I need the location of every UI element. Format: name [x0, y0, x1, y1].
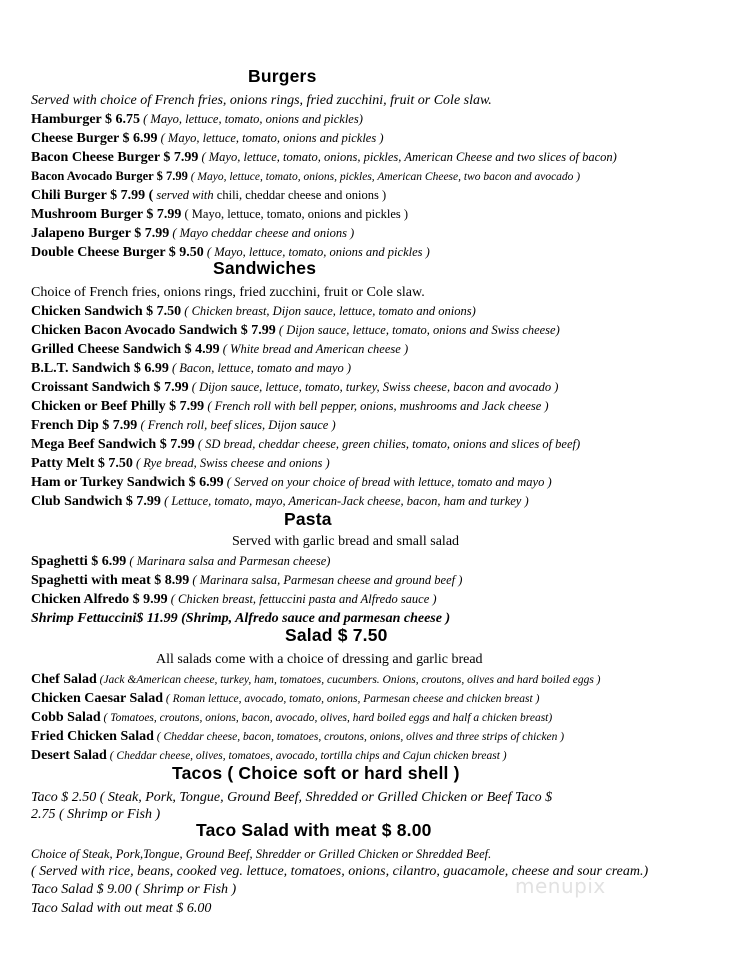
menu-item [31, 671, 601, 689]
menu-item [31, 591, 437, 608]
item-desc-italic: served with [153, 188, 214, 202]
item-name: Desert Salad [31, 748, 107, 763]
taco-salad-line-2: ( Served with rice, beans, cooked veg. lettuce, tomatoes, onions, cilantro, guacamole, cheese and sour cream.) [31, 864, 649, 879]
item-name: B.L.T. Sandwich $ 6.99 [31, 361, 169, 376]
menu-item [31, 130, 384, 147]
sandwiches-intro: Choice of French fries, onions rings, fried zucchini, fruit or Cole slaw. [31, 285, 425, 300]
menu-item [31, 168, 580, 186]
item-desc: ( French roll with bell pepper, onions, mushrooms and Jack cheese ) [204, 399, 549, 413]
tacos-line-2: 2.75 ( Shrimp or Fish ) [31, 807, 161, 822]
item-name: Ham or Turkey Sandwich $ 6.99 [31, 475, 224, 490]
item-desc: ( Served on your choice of bread with lettuce, tomato and mayo ) [223, 475, 552, 489]
item-desc: ( Dijon sauce, lettuce, tomato, onions and Swiss cheese) [275, 323, 560, 337]
salad-intro: All salads come with a choice of dressing and garlic bread [156, 652, 483, 667]
item-desc: (Jack &American cheese, turkey, ham, tomatoes, cucumbers. Onions, croutons, olives and hard boiled eggs ) [96, 674, 601, 686]
menu-item [31, 187, 386, 204]
menu-item [31, 322, 560, 339]
item-name: Mushroom Burger $ 7.99 [31, 207, 182, 222]
burgers-intro: Served with choice of French fries, onions rings, fried zucchini, fruit or Cole slaw. [31, 93, 492, 108]
item-name: Double Cheese Burger $ 9.50 [31, 245, 204, 260]
menu-item [31, 149, 617, 166]
item-desc: ( Marinara salsa, Parmesan cheese and ground beef ) [189, 573, 463, 587]
menu-item [31, 455, 330, 472]
item-desc: chili, cheddar cheese and onions ) [213, 188, 387, 202]
menu-item [31, 360, 351, 377]
item-name: Chicken Caesar Salad [31, 691, 163, 706]
menu-item [31, 379, 558, 396]
item-name: Spaghetti $ 6.99 [31, 554, 127, 569]
item-name: Club Sandwich $ 7.99 [31, 494, 161, 509]
menu-item [31, 398, 549, 415]
item-desc: ( French roll, beef slices, Dijon sauce ) [137, 418, 336, 432]
item-desc: ( Mayo cheddar cheese and onions ) [169, 226, 355, 240]
item-desc: ( Cheddar cheese, bacon, tomatoes, croutons, onions, olives and three strips of chicken ) [153, 731, 565, 743]
menu-item [31, 690, 539, 708]
menu-item [31, 493, 529, 510]
item-desc: ( Rye bread, Swiss cheese and onions ) [132, 456, 330, 470]
item-desc: ( Lettuce, tomato, mayo, American-Jack cheese, bacon, ham and turkey ) [160, 494, 529, 508]
item-name: Jalapeno Burger $ 7.99 [31, 226, 170, 241]
item-name: Hamburger $ 6.75 [31, 112, 141, 127]
tacos-line-1: Taco $ 2.50 ( Steak, Pork, Tongue, Ground Beef, Shredded or Grilled Chicken or Beef Taco $ [31, 790, 553, 805]
sandwiches-heading: Sandwiches [213, 258, 317, 278]
item-name: Bacon Cheese Burger $ 7.99 [31, 150, 199, 165]
item-desc: ( SD bread, cheddar cheese, green chilies, tomato, onions and slices of beef) [194, 437, 581, 451]
item-name: Cheese Burger $ 6.99 [31, 131, 158, 146]
item-name: Spaghetti with meat $ 8.99 [31, 573, 190, 588]
item-desc: ( Mayo, lettuce, tomato, onions and pickles) [140, 112, 363, 126]
pasta-intro: Served with garlic bread and small salad [232, 534, 460, 549]
item-name: Chicken Bacon Avocado Sandwich $ 7.99 [31, 323, 276, 338]
item-name: Bacon Avocado Burger $ 7.99 [31, 169, 188, 183]
item-name: Chicken or Beef Philly $ 7.99 [31, 399, 205, 414]
tacos-heading: Tacos ( Choice soft or hard shell ) [172, 763, 460, 783]
item-desc: ( Dijon sauce, lettuce, tomato, turkey, Swiss cheese, bacon and avocado ) [188, 380, 559, 394]
taco-salad-line-3: Taco Salad $ 9.00 ( Shrimp or Fish ) [31, 882, 237, 897]
menu-item [31, 553, 330, 570]
item-name: Fried Chicken Salad [31, 729, 154, 744]
item-desc: ( White bread and American cheese ) [219, 342, 409, 356]
menu-item [31, 111, 363, 128]
item-name: Mega Beef Sandwich $ 7.99 [31, 437, 195, 452]
menu-item [31, 572, 462, 589]
item-desc: ( Bacon, lettuce, tomato and mayo ) [168, 361, 352, 375]
taco-salad-heading: Taco Salad with meat $ 8.00 [196, 820, 432, 840]
menu-item [31, 417, 336, 434]
burgers-heading: Burgers [248, 66, 317, 86]
item-desc: ( Chicken breast, Dijon sauce, lettuce, tomato and onions) [181, 304, 476, 318]
item-desc: ( Mayo, lettuce, tomato, onions, pickles, American Cheese and two slices of bacon) [198, 150, 617, 164]
item-desc: ( Mayo, lettuce, tomato, onions and pickles ) [181, 207, 409, 221]
menu-item [31, 436, 580, 453]
item-name: Chicken Sandwich $ 7.50 [31, 304, 182, 319]
salad-heading: Salad $ 7.50 [285, 625, 388, 645]
item-desc: ( Tomatoes, croutons, onions, bacon, avocado, olives, hard boiled eggs and half a chicken breast) [100, 712, 553, 724]
taco-salad-line-4: Taco Salad with out meat $ 6.00 [31, 901, 212, 916]
shrimp-fettuccini-item: Shrimp Fettuccini$ 11.99 (Shrimp, Alfredo sauce and parmesan cheese ) [31, 611, 451, 626]
item-name: Chicken Alfredo $ 9.99 [31, 592, 168, 607]
menu-item [31, 728, 564, 746]
item-desc: ( Roman lettuce, avocado, tomato, onions, Parmesan cheese and chicken breast ) [162, 693, 540, 705]
menu-item [31, 206, 408, 223]
item-name: Grilled Cheese Sandwich $ 4.99 [31, 342, 220, 357]
item-name: French Dip $ 7.99 [31, 418, 138, 433]
item-desc: ( Chicken breast, fettuccini pasta and Alfredo sauce ) [167, 592, 437, 606]
menupix-watermark: menupix [515, 874, 606, 898]
pasta-heading: Pasta [284, 509, 332, 529]
item-desc: ( Mayo, lettuce, tomato, onions and pickles ) [203, 245, 430, 259]
item-desc: ( Mayo, lettuce, tomato, onions, pickles, American Cheese, two bacon and avocado ) [187, 171, 581, 183]
item-desc: ( Mayo, lettuce, tomato, onions and pickles ) [157, 131, 384, 145]
item-name: Patty Melt $ 7.50 [31, 456, 133, 471]
menu-item [31, 709, 552, 727]
item-desc: ( Marinara salsa and Parmesan cheese) [126, 554, 331, 568]
item-name: Cobb Salad [31, 710, 101, 725]
menu-item [31, 341, 408, 358]
menu-item [31, 303, 476, 320]
menu-item [31, 225, 354, 242]
item-name: Croissant Sandwich $ 7.99 [31, 380, 189, 395]
item-name: Chef Salad [31, 672, 97, 687]
taco-salad-line-1: Choice of Steak, Pork,Tongue, Ground Beef, Shredder or Grilled Chicken or Shredded Beef. [31, 847, 492, 861]
menu-item [31, 474, 552, 491]
item-name: Chili Burger $ 7.99 ( [31, 188, 154, 203]
item-desc: ( Cheddar cheese, olives, tomatoes, avocado, tortilla chips and Cajun chicken breast ) [106, 750, 507, 762]
